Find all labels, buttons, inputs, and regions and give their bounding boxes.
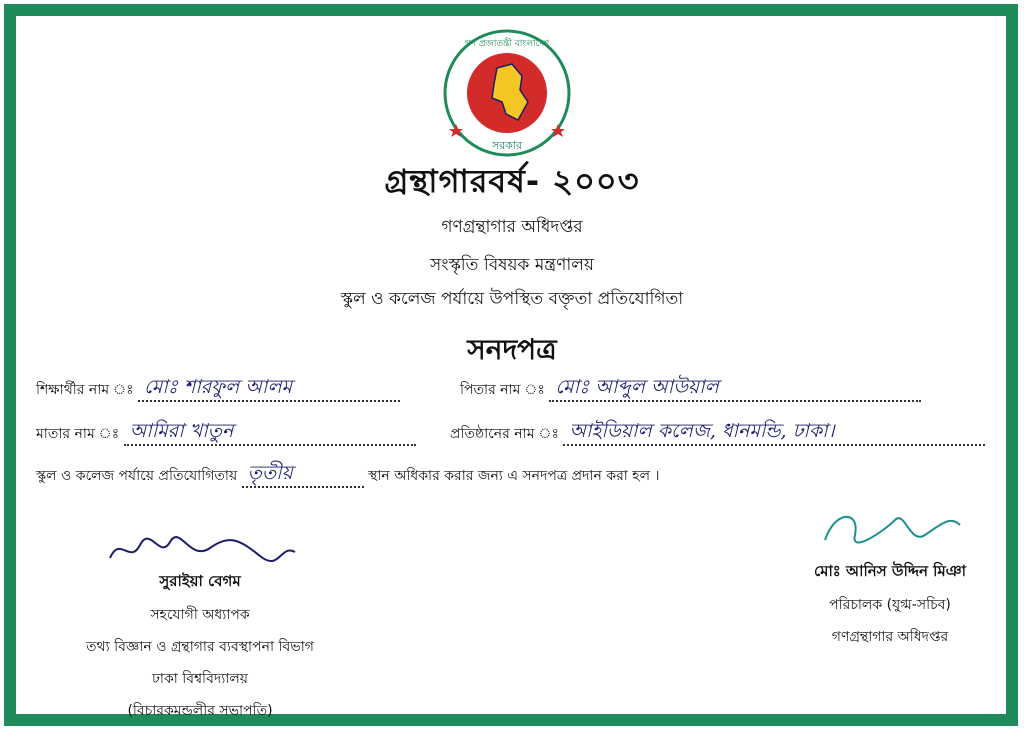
certificate-heading: সনদপত্র	[467, 333, 557, 366]
position-suffix: স্থান অধিকার করার জন্য এ সনদপত্র প্রদান করা হল ।	[368, 468, 660, 484]
right-signature-image	[815, 500, 965, 560]
left-signatory-name: সুরাইয়া বেগম	[159, 572, 241, 590]
left-signature-image	[100, 530, 300, 570]
right-signatory-name: মোঃ আনিস উদ্দিন মিঞা	[814, 562, 966, 580]
institution-name-value: আইডিয়াল কলেজ, ধানমন্ডি, ঢাকা।	[563, 422, 985, 446]
left-signatory-department: তথ্য বিজ্ঞান ও গ্রন্থাগার ব্যবস্থাপনা বিভাগ	[86, 639, 314, 655]
student-name-label: শিক্ষার্থীর নাম ঃ	[36, 382, 134, 398]
seal-bottom-text: সরকার	[491, 139, 523, 152]
government-seal	[442, 28, 572, 158]
mother-name-row	[36, 422, 416, 446]
seal-ring-text: গণ প্রজাতন্ত্রী বাংলাদেশ	[464, 39, 550, 49]
competition-name: স্কুল ও কলেজ পর্যায়ে উপস্থিত বক্তৃতা প্রতিযোগিতা	[340, 289, 684, 309]
left-signatory-university: ঢাকা বিশ্ববিদ্যালয়	[151, 671, 249, 687]
department-name: গণগ্রন্থাগার অধিদপ্তর	[441, 217, 583, 237]
father-name-label: পিতার নাম ঃ	[460, 382, 545, 398]
institution-name-label: প্রতিষ্ঠানের নাম ঃ	[450, 426, 559, 442]
student-name-row	[36, 378, 400, 402]
mother-name-label: মাতার নাম ঃ	[36, 426, 120, 442]
father-name-value: মোঃ আব্দুল আউয়াল	[549, 378, 921, 402]
institution-name-row	[450, 422, 985, 446]
left-signatory	[40, 530, 360, 723]
position-prefix: স্কুল ও কলেজ পর্যায়ে প্রতিযোগিতায়	[36, 468, 238, 484]
certificate-title: গ্রন্থাগারবর্ষ- ২০০৩	[384, 162, 640, 200]
right-signatory	[760, 500, 1020, 649]
left-signatory-designation: সহযোগী অধ্যাপক	[150, 607, 250, 623]
right-signatory-designation: পরিচালক (যুগ্ম-সচিব)	[829, 597, 951, 613]
left-signatory-role: (বিচারকমন্ডলীর সভাপতি)	[127, 703, 273, 719]
father-name-row	[460, 378, 921, 402]
position-value: তৃতীয়	[242, 464, 364, 488]
mother-name-value: আমিরা খাতুন	[124, 422, 416, 446]
student-name-value: মোঃ শারফুল আলম	[138, 378, 400, 402]
ministry-name: সংস্কৃতি বিষয়ক মন্ত্রণালয়	[430, 255, 594, 275]
position-row	[36, 464, 660, 488]
right-signatory-office: গণগ্রন্থাগার অধিদপ্তর	[831, 629, 949, 645]
